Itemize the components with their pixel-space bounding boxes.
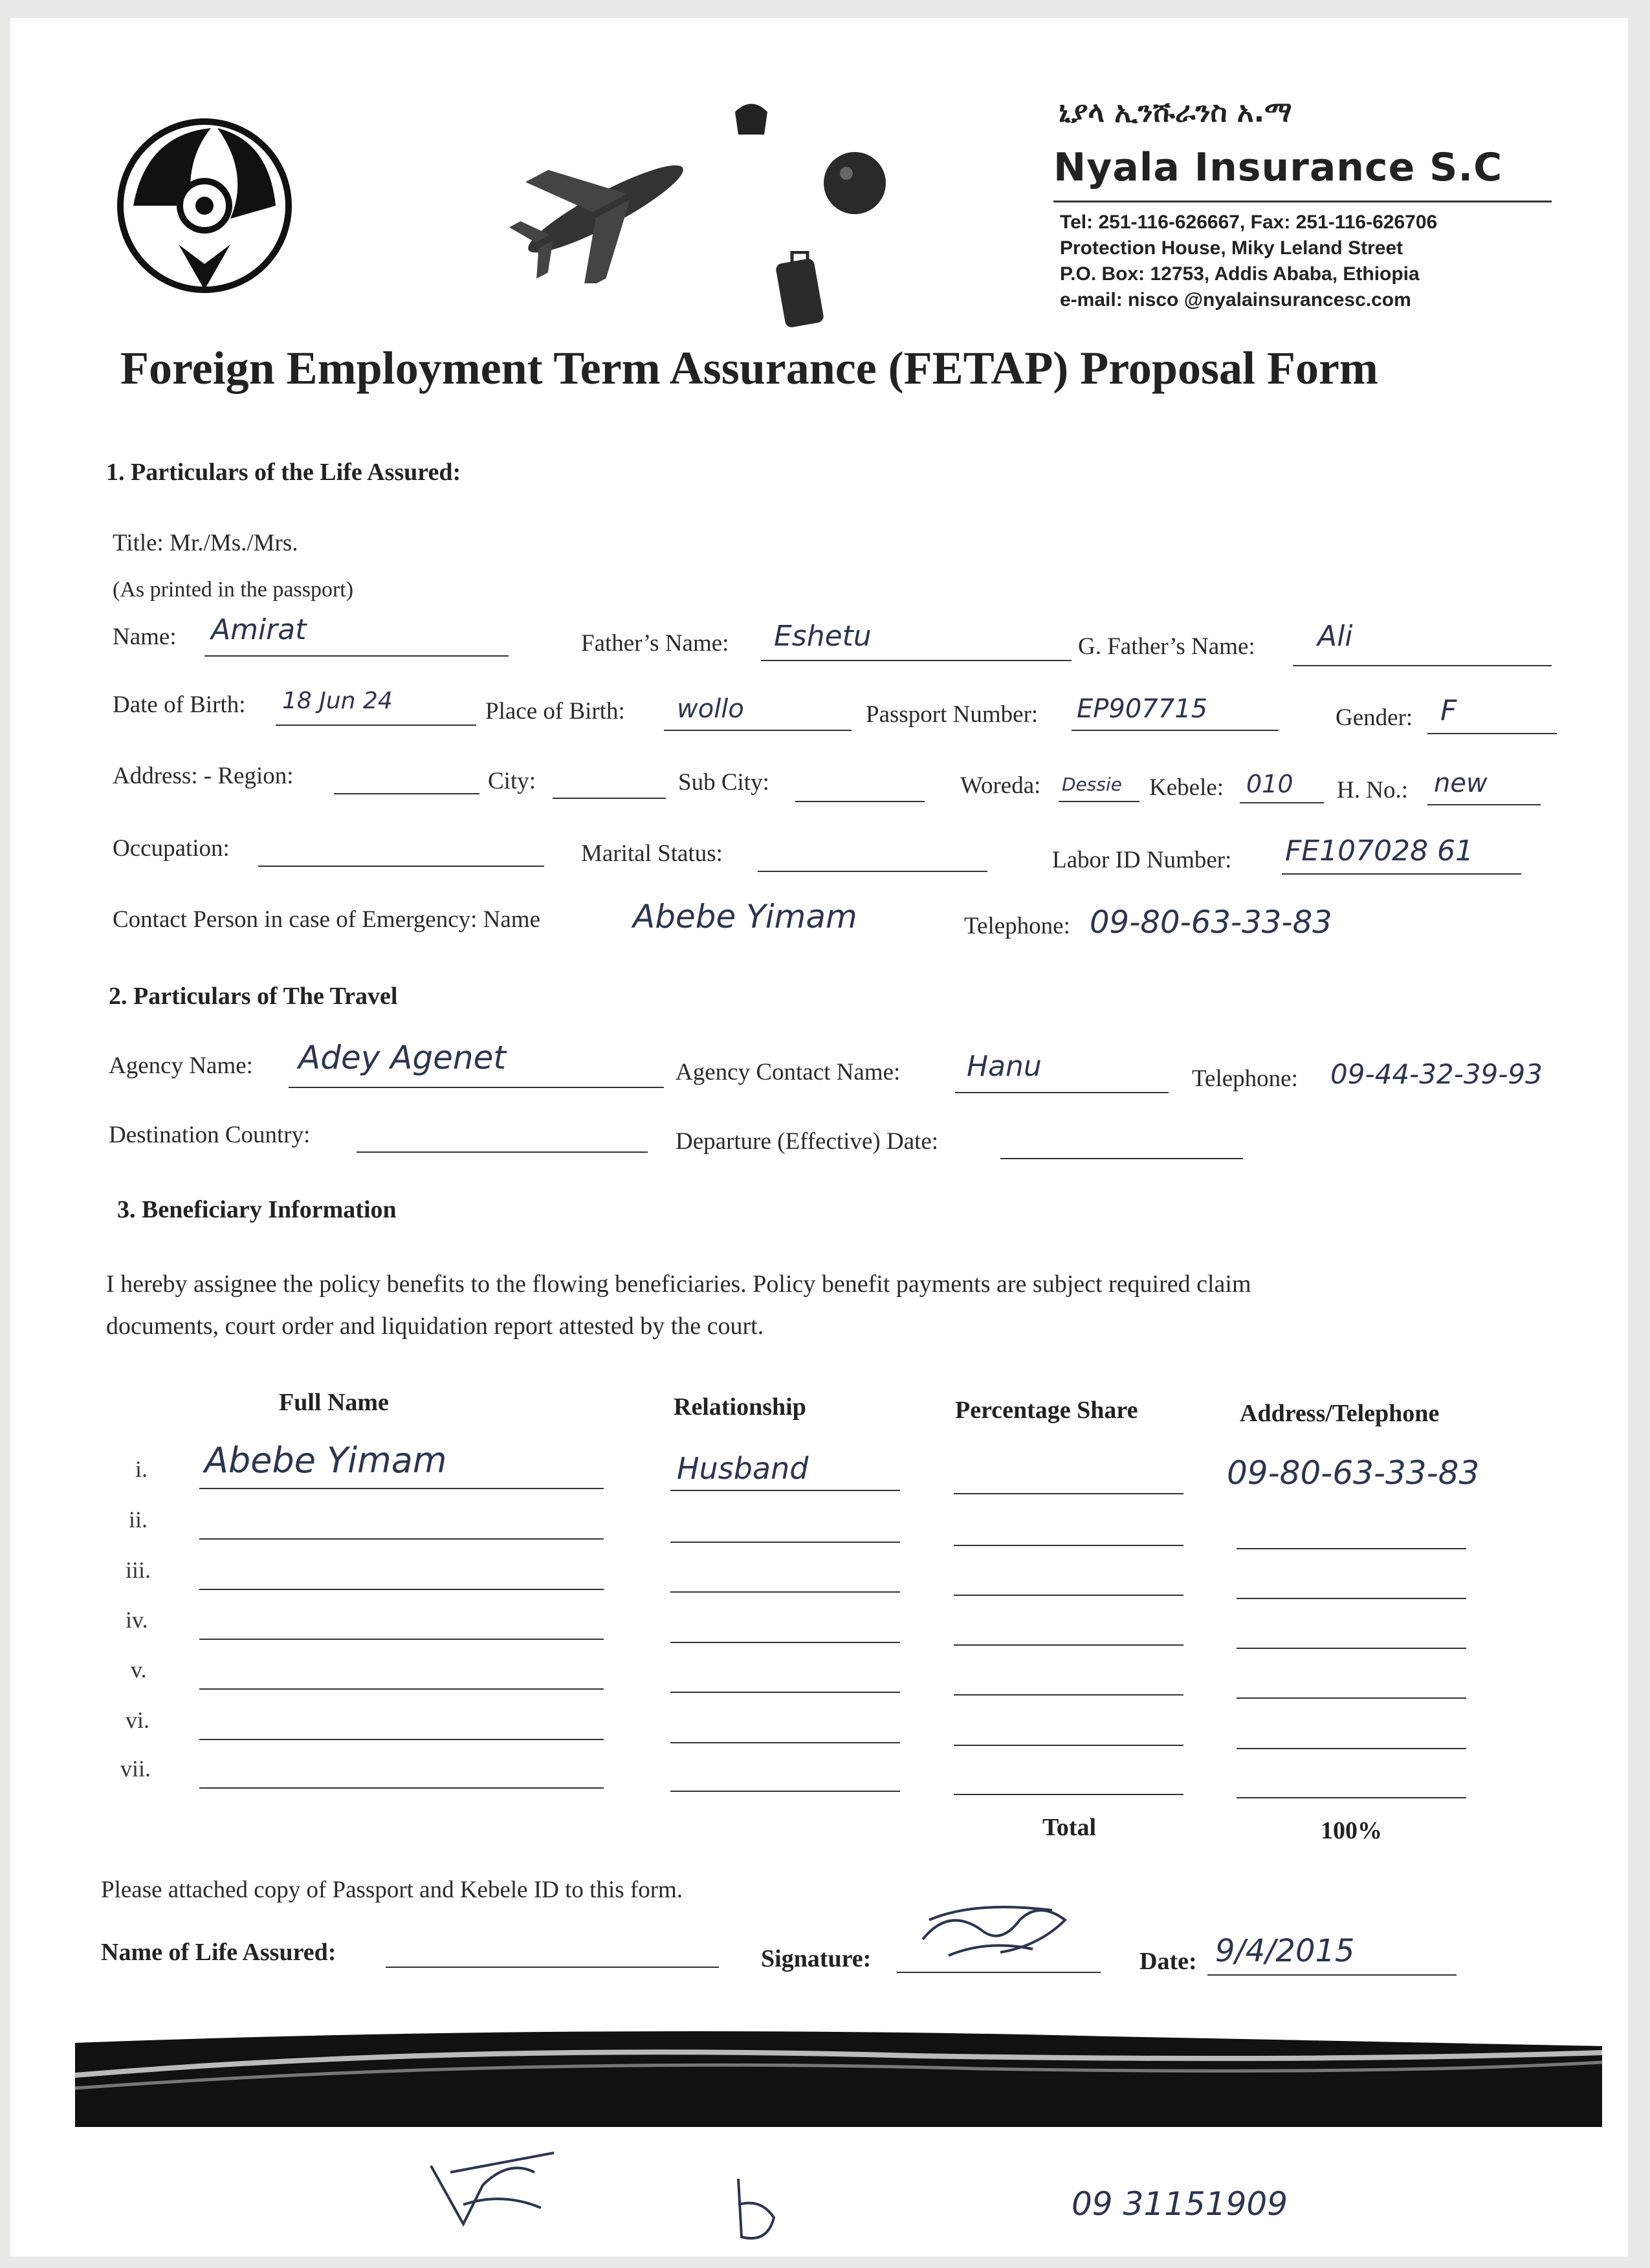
- footer-wave-band: [10, 2017, 1628, 2146]
- share-line: [954, 1694, 1183, 1696]
- relationship-line: [670, 1791, 900, 1792]
- life-assured-name-line: [386, 1967, 719, 1968]
- relationship-line: [670, 1692, 900, 1693]
- woreda-value: Dessie: [1062, 774, 1122, 795]
- house-no-label: H. No.:: [1337, 777, 1408, 803]
- destination-line: [357, 1151, 648, 1153]
- labor-id-value: FE107028 61: [1285, 834, 1474, 867]
- company-name: Nyala Insurance S.C: [1053, 145, 1503, 190]
- relationship-line: [670, 1490, 900, 1491]
- attachment-note: Please attached copy of Passport and Kebele ID to this form.: [101, 1877, 683, 1903]
- beneficiary-address: 09-80-63-33-83: [1227, 1454, 1480, 1492]
- airplane-icon: [509, 135, 703, 283]
- name-line: [199, 1639, 604, 1640]
- kebele-value: 010: [1246, 770, 1293, 798]
- beneficiary-relationship: Husband: [677, 1451, 809, 1486]
- bottom-initial-mark: [729, 2172, 787, 2250]
- total-label: Total: [1042, 1814, 1097, 1841]
- emergency-tel-label: Telephone:: [964, 913, 1070, 939]
- agency-contact-label: Agency Contact Name:: [676, 1059, 901, 1085]
- destination-label: Destination Country:: [109, 1122, 311, 1148]
- address-line: [1237, 1797, 1466, 1798]
- share-line: [954, 1545, 1183, 1546]
- section2-heading: 2. Particulars of The Travel: [109, 983, 398, 1010]
- agency-name-label: Agency Name:: [109, 1052, 253, 1079]
- name-line: [199, 1739, 604, 1740]
- share-line: [954, 1595, 1183, 1596]
- relationship-line: [670, 1591, 900, 1593]
- row-number: iv.: [126, 1607, 148, 1633]
- address-line: [1237, 1697, 1466, 1699]
- name-line: [199, 1538, 604, 1540]
- bottom-signature-mark: [424, 2146, 573, 2243]
- agency-name-value: Adey Agenet: [298, 1039, 506, 1076]
- emergency-tel-value: 09-80-63-33-83: [1090, 904, 1332, 941]
- section1-heading: 1. Particulars of the Life Assured:: [106, 459, 461, 486]
- company-po-box: P.O. Box: 12753, Addis Ababa, Ethiopia: [1060, 263, 1420, 285]
- labor-id-line: [1282, 873, 1521, 875]
- signature-line: [897, 1972, 1101, 1973]
- agency-name-line: [289, 1087, 664, 1088]
- father-name-line: [761, 660, 1072, 661]
- kebele-line: [1240, 802, 1324, 803]
- city-label: City:: [488, 768, 536, 794]
- col-percentage-share: Percentage Share: [955, 1397, 1138, 1424]
- house-no-value: new: [1434, 769, 1488, 798]
- name-line: [204, 655, 509, 657]
- pob-line: [664, 730, 852, 731]
- row-number: v.: [131, 1657, 147, 1683]
- pob-value: wollo: [677, 694, 744, 724]
- address-line: [1237, 1648, 1466, 1649]
- subcity-label: Sub City:: [678, 769, 769, 796]
- gender-value: F: [1440, 694, 1457, 727]
- city-line: [553, 798, 666, 799]
- col-full-name: Full Name: [279, 1389, 389, 1416]
- emergency-name-label: Contact Person in case of Emergency: Name: [113, 906, 540, 933]
- occupation-label: Occupation:: [113, 835, 230, 862]
- relationship-line: [670, 1742, 900, 1743]
- as-printed-note: (As printed in the passport): [113, 578, 354, 602]
- nyala-antelope-logo: [107, 109, 314, 303]
- globe-icon: [819, 147, 890, 219]
- life-assured-name-label: Name of Life Assured:: [101, 1939, 336, 1966]
- dob-value: 18 Jun 24: [282, 688, 393, 714]
- date-line: [1207, 1974, 1457, 1976]
- occupation-line: [258, 866, 544, 867]
- address-line: [1237, 1748, 1466, 1749]
- name-line: [199, 1787, 604, 1789]
- dob-label: Date of Birth:: [113, 692, 246, 718]
- name-line: [199, 1589, 604, 1590]
- company-name-amharic: ኒያላ ኢንሹራንስ አ.ማ: [1059, 96, 1292, 129]
- beneficiary-paragraph-line2: documents, court order and liquidation report attested by the court.: [106, 1313, 764, 1340]
- father-name-value: Eshetu: [774, 620, 872, 653]
- row-number: iii.: [126, 1557, 151, 1583]
- signature-label: Signature:: [761, 1945, 872, 1972]
- agency-contact-value: Hanu: [967, 1050, 1042, 1083]
- departure-line: [1000, 1158, 1243, 1159]
- company-address: Protection House, Miky Leland Street: [1060, 237, 1403, 259]
- departure-label: Departure (Effective) Date:: [676, 1128, 939, 1155]
- name-label: Name:: [113, 624, 177, 650]
- relationship-line: [670, 1542, 900, 1543]
- date-label: Date:: [1139, 1948, 1197, 1975]
- woreda-line: [1059, 801, 1139, 802]
- company-tel-fax: Tel: 251-116-626667, Fax: 251-116-626706: [1060, 212, 1438, 233]
- passport-line: [1072, 730, 1279, 731]
- total-value: 100%: [1321, 1817, 1382, 1844]
- beneficiary-name: Abebe Yimam: [204, 1440, 447, 1481]
- share-line: [954, 1745, 1183, 1746]
- col-relationship: Relationship: [674, 1393, 806, 1421]
- agency-tel-label: Telephone:: [1192, 1065, 1298, 1092]
- gfather-name-value: Ali: [1317, 620, 1353, 653]
- passport-value: EP907715: [1077, 694, 1208, 724]
- gender-label: Gender:: [1336, 704, 1413, 731]
- share-line: [954, 1493, 1183, 1494]
- title-label: Title: Mr./Ms./Mrs.: [113, 530, 298, 556]
- form-page: [10, 18, 1628, 2256]
- header-rule: [1053, 201, 1552, 202]
- row-number: vii.: [120, 1756, 151, 1782]
- gfather-name-label: G. Father’s Name:: [1078, 633, 1255, 660]
- name-line: [199, 1688, 604, 1690]
- agency-tel-value: 09-44-32-39-93: [1330, 1058, 1543, 1090]
- region-label: Address: - Region:: [113, 763, 294, 789]
- company-email: e-mail: nisco @nyalainsurancesc.com: [1060, 289, 1411, 311]
- form-title: Foreign Employment Term Assurance (FETAP) Proposal Form: [120, 342, 1378, 394]
- beneficiary-paragraph-line1: I hereby assignee the policy benefits to the flowing beneficiaries. Policy benefit payments are subject required claim: [106, 1270, 1251, 1298]
- name-line: [199, 1488, 604, 1489]
- section3-heading: 3. Beneficiary Information: [117, 1196, 397, 1223]
- row-number: ii.: [129, 1507, 148, 1532]
- luggage-icon: [774, 251, 832, 335]
- gfather-name-line: [1293, 665, 1552, 666]
- marital-label: Marital Status:: [581, 840, 723, 867]
- applicant-signature: [910, 1894, 1104, 1978]
- passport-label: Passport Number:: [866, 701, 1039, 728]
- gender-line: [1427, 733, 1557, 734]
- relationship-line: [670, 1642, 900, 1643]
- agency-contact-line: [955, 1092, 1169, 1093]
- row-number: vi.: [126, 1707, 150, 1733]
- address-line: [1237, 1548, 1466, 1549]
- emergency-name-value: Abebe Yimam: [633, 898, 857, 935]
- name-value: Amirat: [211, 613, 307, 646]
- address-line: [1237, 1598, 1466, 1599]
- region-line: [334, 793, 479, 794]
- labor-id-label: Labor ID Number:: [1052, 847, 1232, 873]
- row-number: i.: [135, 1456, 148, 1482]
- dob-line: [276, 725, 476, 726]
- house-no-line: [1427, 804, 1541, 805]
- father-name-label: Father’s Name:: [581, 630, 729, 657]
- share-line: [954, 1794, 1183, 1795]
- marital-line: [758, 871, 987, 872]
- woreda-label: Woreda:: [960, 772, 1041, 799]
- subcity-line: [795, 801, 925, 802]
- kebele-label: Kebele:: [1149, 774, 1224, 801]
- bottom-handwritten-phone: 09 31151909: [1072, 2185, 1288, 2223]
- date-value: 9/4/2015: [1215, 1933, 1355, 1969]
- cargo-icon: [729, 96, 774, 141]
- pob-label: Place of Birth:: [485, 698, 625, 725]
- share-line: [954, 1644, 1183, 1646]
- col-address-telephone: Address/Telephone: [1240, 1400, 1440, 1427]
